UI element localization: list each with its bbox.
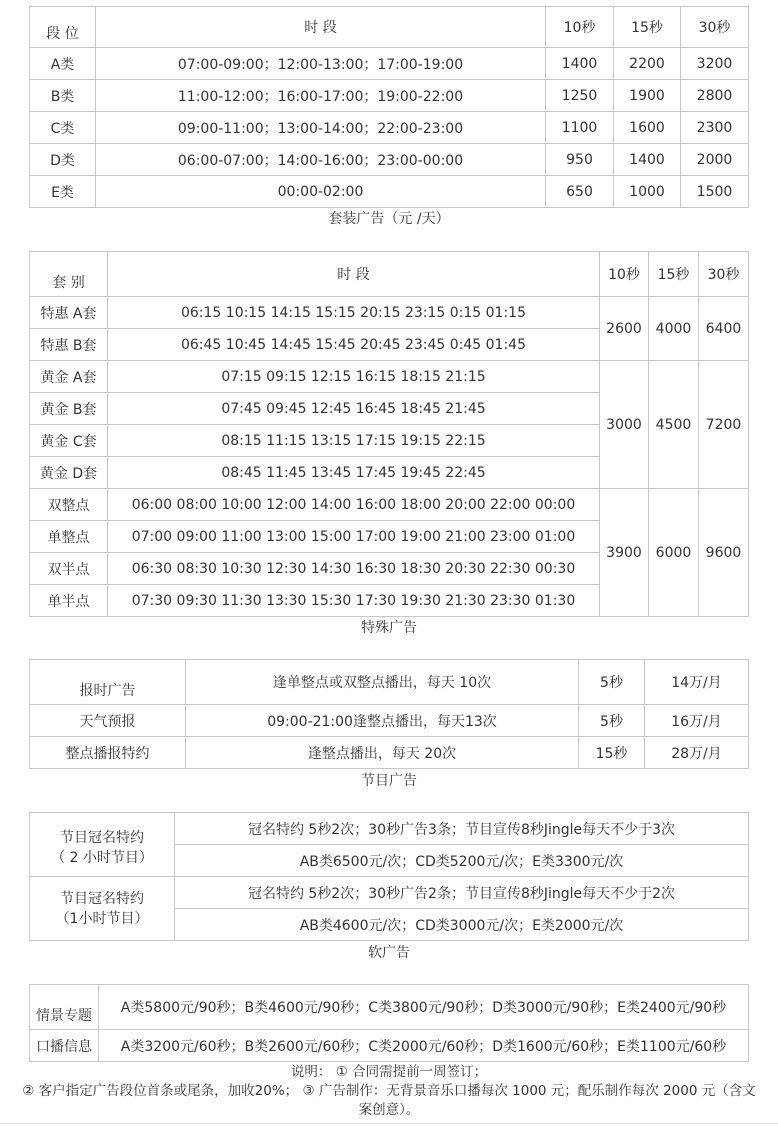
table-row — [30, 813, 749, 845]
program-description: 逢整点播出，每天 20次 — [186, 737, 579, 769]
col-header-package: 套 别 — [30, 252, 108, 297]
col-header-timeslot: 时 段 — [108, 252, 600, 297]
price-10s: 650 — [546, 176, 614, 208]
sponsor-duration: （1小时节目） — [55, 910, 149, 927]
price-cell: 16万/月 — [645, 705, 749, 737]
price-15s: 1000 — [614, 176, 681, 208]
sponsor-label — [30, 813, 175, 877]
package-label: 黄金 D套 — [30, 457, 108, 489]
package-label: 黄金 C套 — [30, 425, 108, 457]
col-header-10s: 10秒 — [546, 7, 614, 48]
table-row — [30, 80, 749, 112]
table-row — [30, 489, 749, 521]
timeslot-cell: 06:15 10:15 14:15 15:15 20:15 23:15 0:15 01:15 — [108, 297, 600, 329]
package-label: 特惠 A套 — [30, 297, 108, 329]
price-10s: 2600 — [600, 297, 649, 361]
segment-label: D类 — [30, 144, 96, 176]
table-row — [30, 112, 749, 144]
feature-label: 情景专题 — [30, 985, 99, 1030]
price-30s: 6400 — [699, 297, 749, 361]
timeslot-cell: 06:45 10:45 14:45 15:45 20:45 23:45 0:45 01:45 — [108, 329, 600, 361]
package-label: 黄金 B套 — [30, 393, 108, 425]
table-row — [30, 877, 749, 909]
segment-label: A类 — [30, 48, 96, 80]
timeslot-cell: 06:30 08:30 10:30 12:30 14:30 16:30 18:30 20:30 22:30 00:30 — [108, 553, 600, 585]
col-header-30s: 30秒 — [681, 7, 749, 48]
package-label: 特惠 B套 — [30, 329, 108, 361]
rate-table-soft — [29, 812, 749, 941]
segment-label: B类 — [30, 80, 96, 112]
table-row — [30, 737, 749, 769]
table-row — [30, 297, 749, 329]
sponsor-duration: （ 2 小时节目） — [51, 849, 153, 866]
timeslot-cell: 08:15 11:15 13:15 17:15 19:15 22:15 — [108, 425, 600, 457]
package-label: 双半点 — [30, 553, 108, 585]
package-label: 单整点 — [30, 521, 108, 553]
price-cell: 28万/月 — [645, 737, 749, 769]
sponsor-terms: 冠名特约 5秒2次；30秒广告2条；节目宣传8秒Jingle每天不少于2次 — [175, 877, 749, 909]
price-cell: 14万/月 — [645, 660, 749, 705]
timeslot-cell: 07:15 09:15 12:15 16:15 18:15 21:15 — [108, 361, 600, 393]
timeslot-cell: 06:00 08:00 10:00 12:00 14:00 16:00 18:00 20:00 22:00 00:00 — [108, 489, 600, 521]
price-30s: 3200 — [681, 48, 749, 80]
program-description: 逢单整点或双整点播出，每天 10次 — [186, 660, 579, 705]
timeslot-cell: 07:30 09:30 11:30 13:30 15:30 17:30 19:30 21:30 23:30 01:30 — [108, 585, 600, 617]
price-15s: 4500 — [649, 361, 699, 489]
price-10s: 1100 — [546, 112, 614, 144]
program-label: 天气预报 — [30, 705, 186, 737]
program-description: 09:00-21:00逢整点播出，每天13次 — [186, 705, 579, 737]
table-header-row — [30, 7, 749, 48]
col-header-timeslot: 时 段 — [96, 7, 546, 48]
sponsor-label — [30, 877, 175, 941]
page-bottom-divider — [0, 1123, 778, 1124]
table-row — [30, 985, 749, 1030]
program-label: 整点播报特约 — [30, 737, 186, 769]
price-15s: 1400 — [614, 144, 681, 176]
col-header-15s: 15秒 — [614, 7, 681, 48]
segment-label: E类 — [30, 176, 96, 208]
sponsor-terms: 冠名特约 5秒2次；30秒广告3条；节目宣传8秒Jingle每天不少于3次 — [175, 813, 749, 845]
price-30s: 9600 — [699, 489, 749, 617]
notes-line-2: ② 客户指定广告段位首条或尾条，加收20%； ③ 广告制作：无背景音乐口播每次 1000 元；配乐制作每次 2000 元（含文 — [22, 1083, 756, 1099]
price-10s: 3000 — [600, 361, 649, 489]
table-caption-package: 套装广告（元 /天） — [328, 211, 450, 227]
package-label: 单半点 — [30, 585, 108, 617]
table-caption-soft: 软广告 — [368, 945, 410, 961]
table-caption-program: 节目广告 — [361, 773, 417, 789]
sponsor-name: 节目冠名特约 — [60, 890, 144, 907]
timeslot-cell: 08:45 11:45 13:45 17:45 19:45 22:45 — [108, 457, 600, 489]
timeslot-cell: 06:00-07:00；14:00-16:00；23:00-00:00 — [96, 144, 546, 176]
price-10s: 3900 — [600, 489, 649, 617]
table-caption-special: 特殊广告 — [361, 620, 417, 636]
package-label: 黄金 A套 — [30, 361, 108, 393]
duration-cell: 5秒 — [579, 660, 645, 705]
price-30s: 2000 — [681, 144, 749, 176]
program-label: 报时广告 — [30, 660, 186, 705]
package-label: 双整点 — [30, 489, 108, 521]
price-15s: 6000 — [649, 489, 699, 617]
table-row — [30, 48, 749, 80]
timeslot-cell: 07:00 09:00 11:00 13:00 15:00 17:00 19:00 21:00 23:00 01:00 — [108, 521, 600, 553]
price-15s: 4000 — [649, 297, 699, 361]
notes-line-3: 案创意）。 — [358, 1102, 420, 1118]
col-header-segment: 段 位 — [30, 7, 96, 48]
col-header-30s: 30秒 — [699, 252, 749, 297]
table-row — [30, 176, 749, 208]
price-30s: 2300 — [681, 112, 749, 144]
duration-cell: 15秒 — [579, 737, 645, 769]
rate-table-standard — [29, 6, 749, 208]
price-30s: 1500 — [681, 176, 749, 208]
table-row — [30, 660, 749, 705]
table-row — [30, 705, 749, 737]
col-header-10s: 10秒 — [600, 252, 649, 297]
price-15s: 2200 — [614, 48, 681, 80]
price-15s: 1600 — [614, 112, 681, 144]
table-row — [30, 144, 749, 176]
price-30s: 7200 — [699, 361, 749, 489]
table-row — [30, 361, 749, 393]
feature-prices: A类3200元/60秒；B类2600元/60秒；C类2000元/60秒；D类1600元/60秒；E类1100元/60秒 — [99, 1030, 749, 1062]
timeslot-cell: 09:00-11:00；13:00-14:00；22:00-23:00 — [96, 112, 546, 144]
price-10s: 1250 — [546, 80, 614, 112]
sponsor-prices: AB类6500元/次；CD类5200元/次；E类3300元/次 — [175, 845, 749, 877]
sponsor-prices: AB类4600元/次；CD类3000元/次；E类2000元/次 — [175, 909, 749, 941]
col-header-15s: 15秒 — [649, 252, 699, 297]
rate-table-program — [29, 659, 749, 769]
timeslot-cell: 00:00-02:00 — [96, 176, 546, 208]
timeslot-cell: 07:45 09:45 12:45 16:45 18:45 21:45 — [108, 393, 600, 425]
timeslot-cell: 11:00-12:00；16:00-17:00；19:00-22:00 — [96, 80, 546, 112]
timeslot-cell: 07:00-09:00；12:00-13:00；17:00-19:00 — [96, 48, 546, 80]
duration-cell: 5秒 — [579, 705, 645, 737]
feature-label: 口播信息 — [30, 1030, 99, 1062]
notes-line-1: 说明： ① 合同需提前一周签订； — [290, 1064, 488, 1080]
table-header-row — [30, 252, 749, 297]
feature-prices: A类5800元/90秒；B类4600元/90秒；C类3800元/90秒；D类3000元/90秒；E类2400元/90秒 — [99, 985, 749, 1030]
rate-table-special — [29, 251, 749, 617]
sponsor-name: 节目冠名特约 — [60, 829, 144, 846]
price-10s: 950 — [546, 144, 614, 176]
price-30s: 2800 — [681, 80, 749, 112]
table-row — [30, 1030, 749, 1062]
price-10s: 1400 — [546, 48, 614, 80]
segment-label: C类 — [30, 112, 96, 144]
price-15s: 1900 — [614, 80, 681, 112]
rate-table-feature — [29, 984, 749, 1062]
